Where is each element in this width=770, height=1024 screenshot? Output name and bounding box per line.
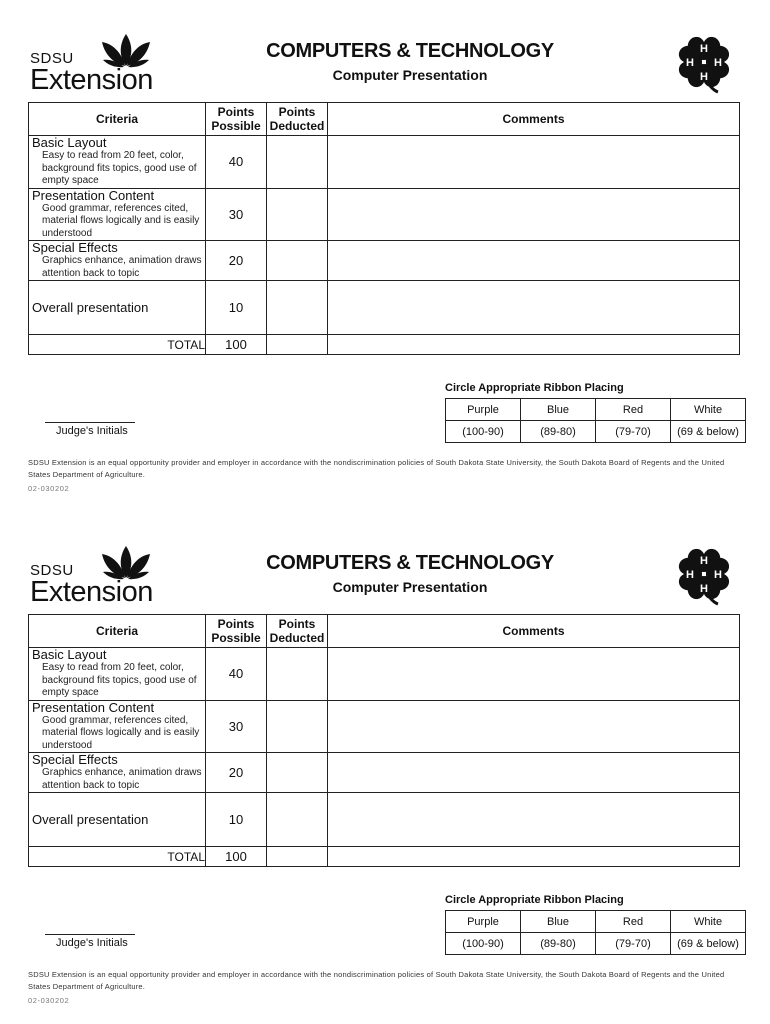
table-row	[29, 281, 740, 335]
points-deducted-header: Points Deducted	[267, 615, 328, 648]
logo-sdsu-text: SDSU	[30, 562, 74, 579]
total-label: TOTAL	[29, 335, 206, 355]
svg-text:H: H	[700, 555, 708, 567]
points-possible-cell: 40	[206, 648, 267, 701]
criteria-header: Criteria	[29, 103, 206, 136]
plant-logo-icon	[100, 32, 152, 68]
logo-sdsu-text: SDSU	[30, 50, 74, 67]
page-subtitle: Computer Presentation	[332, 67, 488, 83]
comments-cell[interactable]	[328, 753, 740, 793]
ribbon-range: (89-80)	[521, 421, 596, 443]
ribbon-title: Circle Appropriate Ribbon Placing	[445, 894, 624, 906]
scoring-table	[28, 102, 740, 355]
svg-text:H: H	[686, 569, 694, 581]
page-subtitle: Computer Presentation	[332, 579, 488, 595]
ribbon-range: (100-90)	[446, 933, 521, 955]
4h-clover-icon	[672, 542, 736, 606]
criteria-cell: Presentation Content Good grammar, references cited, material flows logically and is easily understood	[29, 700, 206, 753]
ribbon-color-red[interactable]: Red	[596, 399, 671, 421]
total-label: TOTAL	[29, 847, 206, 867]
form-code: 02-030202	[28, 996, 70, 1005]
ribbon-range: (69 & below)	[671, 933, 746, 955]
svg-text:H: H	[714, 569, 722, 581]
comments-cell[interactable]	[328, 700, 740, 753]
ribbon-range: (79-70)	[596, 933, 671, 955]
points-possible-cell: 20	[206, 241, 267, 281]
criteria-cell: Special Effects Graphics enhance, animation draws attention back to topic	[29, 753, 206, 793]
sdsu-extension-logo	[30, 32, 160, 94]
points-deducted-cell[interactable]	[267, 188, 328, 241]
ribbon-range: (100-90)	[446, 421, 521, 443]
svg-text:H: H	[686, 57, 694, 69]
criteria-cell: Special Effects Graphics enhance, animation draws attention back to topic	[29, 241, 206, 281]
points-possible-header: Points Possible	[206, 615, 267, 648]
points-deducted-header: Points Deducted	[267, 103, 328, 136]
footer-disclaimer: SDSU Extension is an equal opportunity provider and employer in accordance with the nondiscrimination policies of South Dakota State University, the South Dakota Board of Regents and the United States Department of Agriculture.	[28, 458, 725, 479]
table-row	[29, 648, 740, 701]
comments-header: Comments	[328, 103, 740, 136]
criteria-cell: Overall presentation	[29, 793, 206, 847]
table-row	[29, 188, 740, 241]
page-title: COMPUTERS & TECHNOLOGY	[266, 552, 554, 574]
ribbon-color-red[interactable]: Red	[596, 911, 671, 933]
points-possible-cell: 30	[206, 188, 267, 241]
page-title: COMPUTERS & TECHNOLOGY	[266, 40, 554, 62]
total-row	[29, 335, 740, 355]
comments-cell[interactable]	[328, 793, 740, 847]
ribbon-table	[445, 398, 746, 443]
ribbon-color-purple[interactable]: Purple	[446, 399, 521, 421]
ribbon-table	[445, 910, 746, 955]
points-possible-cell: 10	[206, 793, 267, 847]
judge-initials-line[interactable]	[45, 934, 135, 935]
points-possible-header: Points Possible	[206, 103, 267, 136]
total-comments-cell	[328, 847, 740, 867]
svg-text:H: H	[714, 57, 722, 69]
logo-extension-text: Extension	[30, 64, 153, 96]
table-row	[29, 241, 740, 281]
svg-text:H: H	[700, 71, 708, 83]
comments-cell[interactable]	[328, 241, 740, 281]
comments-cell[interactable]	[328, 648, 740, 701]
judge-initials-label: Judge's Initials	[56, 937, 128, 949]
svg-text:H: H	[700, 583, 708, 595]
points-deducted-cell[interactable]	[267, 241, 328, 281]
ribbon-color-white[interactable]: White	[671, 911, 746, 933]
logo-extension-text: Extension	[30, 576, 153, 608]
total-comments-cell	[328, 335, 740, 355]
comments-cell[interactable]	[328, 136, 740, 189]
comments-cell[interactable]	[328, 281, 740, 335]
ribbon-color-white[interactable]: White	[671, 399, 746, 421]
judge-initials-line[interactable]	[45, 422, 135, 423]
points-possible-cell: 30	[206, 700, 267, 753]
svg-text:H: H	[700, 43, 708, 55]
points-deducted-cell[interactable]	[267, 648, 328, 701]
sdsu-extension-logo	[30, 544, 160, 606]
total-row	[29, 847, 740, 867]
ribbon-range: (79-70)	[596, 421, 671, 443]
4h-clover-icon	[672, 30, 736, 94]
form-code: 02-030202	[28, 484, 70, 493]
total-points: 100	[206, 847, 267, 867]
ribbon-range: (69 & below)	[671, 421, 746, 443]
criteria-cell: Basic Layout Easy to read from 20 feet, color, background fits topics, good use of empty space	[29, 136, 206, 189]
table-row	[29, 793, 740, 847]
ribbon-range: (89-80)	[521, 933, 596, 955]
footer-disclaimer: SDSU Extension is an equal opportunity provider and employer in accordance with the nondiscrimination policies of South Dakota State University, the South Dakota Board of Regents and the United States Department of Agriculture.	[28, 970, 725, 991]
criteria-cell: Presentation Content Good grammar, references cited, material flows logically and is easily understood	[29, 188, 206, 241]
comments-header: Comments	[328, 615, 740, 648]
ribbon-color-blue[interactable]: Blue	[521, 911, 596, 933]
table-row	[29, 700, 740, 753]
points-deducted-cell[interactable]	[267, 753, 328, 793]
points-deducted-cell[interactable]	[267, 700, 328, 753]
plant-logo-icon	[100, 544, 152, 580]
total-points: 100	[206, 335, 267, 355]
score-sheet	[0, 512, 770, 1024]
points-possible-cell: 40	[206, 136, 267, 189]
ribbon-title: Circle Appropriate Ribbon Placing	[445, 382, 624, 394]
points-deducted-cell[interactable]	[267, 281, 328, 335]
ribbon-color-blue[interactable]: Blue	[521, 399, 596, 421]
criteria-cell: Overall presentation	[29, 281, 206, 335]
judge-initials-label: Judge's Initials	[56, 425, 128, 437]
scoring-table	[28, 614, 740, 867]
points-possible-cell: 10	[206, 281, 267, 335]
ribbon-color-purple[interactable]: Purple	[446, 911, 521, 933]
points-possible-cell: 20	[206, 753, 267, 793]
points-deducted-cell[interactable]	[267, 793, 328, 847]
comments-cell[interactable]	[328, 188, 740, 241]
table-row	[29, 753, 740, 793]
total-deducted-cell[interactable]	[267, 335, 328, 355]
total-deducted-cell[interactable]	[267, 847, 328, 867]
table-row	[29, 136, 740, 189]
points-deducted-cell[interactable]	[267, 136, 328, 189]
criteria-header: Criteria	[29, 615, 206, 648]
criteria-cell: Basic Layout Easy to read from 20 feet, color, background fits topics, good use of empty space	[29, 648, 206, 701]
